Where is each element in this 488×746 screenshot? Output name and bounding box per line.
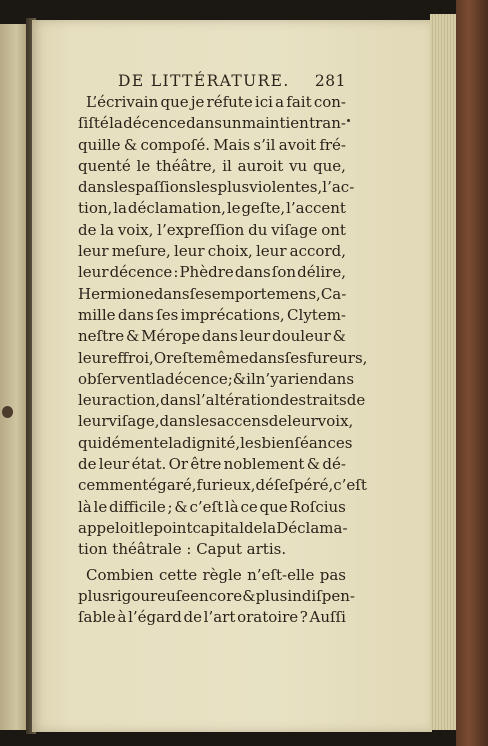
text-line: L’écrivain que je réfute ici a fait con- bbox=[86, 93, 346, 111]
text-line: appeloit le point capital de la Déclama- bbox=[78, 518, 348, 537]
text-line: leur viſage, dans les accens de leur voix, bbox=[78, 412, 354, 431]
text-line: leur action, dans l’altération des traits de bbox=[78, 391, 366, 410]
text-line: de la voix, l’expreſſion du viſage ont bbox=[78, 220, 346, 239]
running-head-title: DE LITTÉRATURE. bbox=[118, 72, 290, 90]
body-text bbox=[78, 92, 368, 628]
text-line: là le difficile ; & c’eſt là ce que Roſcius bbox=[78, 497, 346, 516]
running-header bbox=[118, 72, 346, 94]
text-line: plus rigoureuſe encore & plus indiſpen- bbox=[78, 586, 355, 605]
text-line: cemment égaré, furieux, déſeſpéré, c’eſt bbox=[78, 476, 367, 495]
text-line: ſiſté la décence dans un maintien tran- bbox=[78, 114, 346, 133]
ink-speck bbox=[347, 119, 350, 122]
text-line: tion théâtrale : Caput artis. bbox=[78, 540, 287, 559]
text-line: qui démente la dignité, les bienſéances bbox=[78, 433, 353, 452]
page-fore-edge bbox=[430, 14, 458, 730]
text-line: dans les paſſions les plus violentes, l’ac- bbox=[78, 178, 355, 197]
text-line: Hermione dans ſes emportemens, Ca- bbox=[78, 284, 347, 303]
text-line: ſable à l’égard de l’art oratoire ? Auſſi bbox=[78, 608, 346, 627]
text-line: tion, la déclamation, le geſte, l’accent bbox=[78, 199, 346, 218]
text-line: Combien cette règle n’eſt-elle pas bbox=[86, 565, 346, 584]
page-number: 281 bbox=[314, 72, 346, 90]
book-cover-edge bbox=[456, 0, 488, 746]
text-line: leur meſure, leur choix, leur accord, bbox=[78, 242, 346, 261]
binding-hole bbox=[2, 406, 13, 418]
text-line: leur décence : Phèdre dans ſon délire, bbox=[78, 263, 346, 282]
text-line: obſervent la décence ; & il n’y a rien dans bbox=[78, 369, 355, 388]
text-line: mille dans ſes imprécations, Clytem- bbox=[78, 305, 346, 324]
text-line: neſtre & Mérope dans leur douleur & bbox=[78, 327, 346, 346]
text-line: leur effroi, Oreſte même dans ſes fureurs, bbox=[78, 348, 368, 367]
text-line: quenté le théâtre, il auroit vu que, bbox=[78, 156, 346, 175]
text-line: quille & compoſé. Mais s’il avoit fré- bbox=[78, 135, 346, 154]
text-line: de leur état. Or être noblement & dé- bbox=[78, 455, 346, 474]
